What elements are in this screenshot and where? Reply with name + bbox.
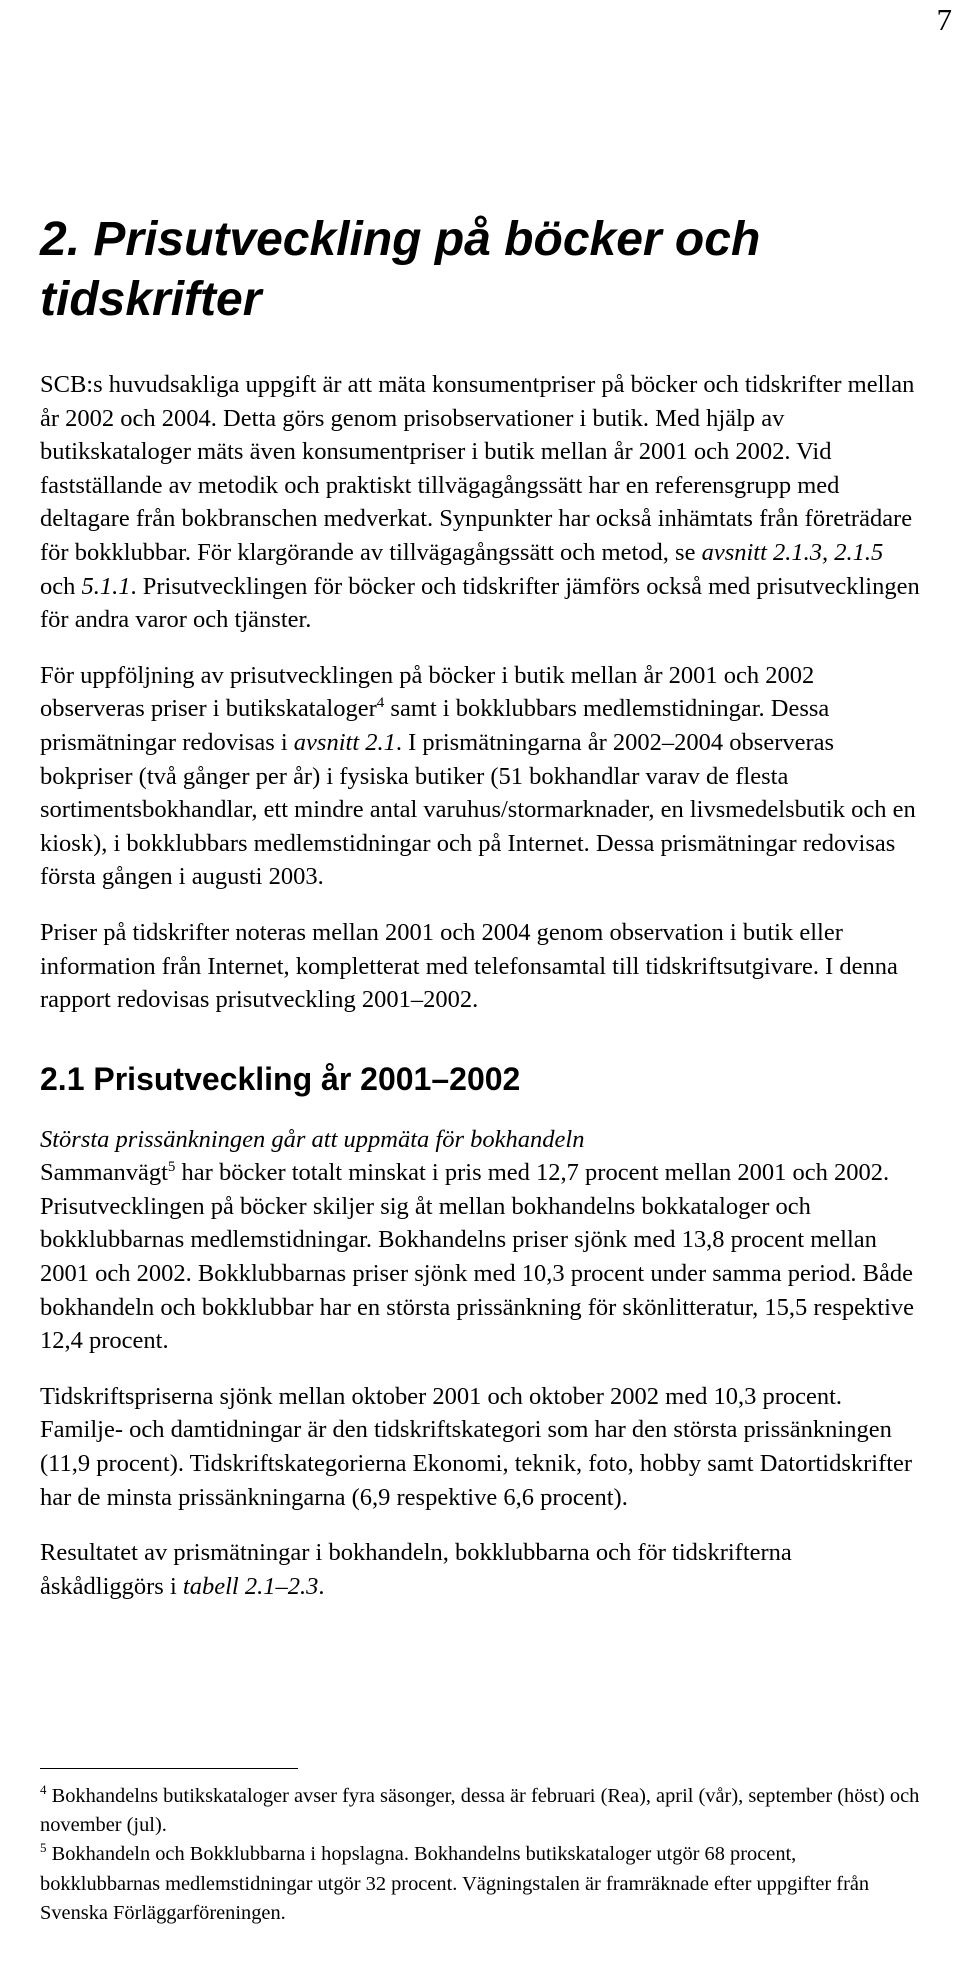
text-run: Sammanvägt — [40, 1159, 168, 1187]
footnote-marker: 4 — [376, 695, 385, 712]
footnote-marker: 5 — [167, 1159, 176, 1176]
section-heading: 2.1 Prisutveckling år 2001–2002 — [40, 1060, 521, 1097]
text-run: Resultatet av prismätningar i bokhandeln, bokklubbarna och för tidskrifterna åskådliggörs i — [40, 1539, 792, 1600]
text-run: För uppföljning av prisutvecklingen på böcker i butik mellan år 2001 och 2002 observeras priser i butikskataloger — [40, 661, 815, 723]
page-number: 7 — [936, 2, 952, 37]
footnote-number: 4 — [40, 1782, 47, 1798]
intro-paragraph-3: Priser på tidskrifter noteras mellan 2001 och 2004 genom observation i butik eller information från Internet, kompletterat med telefonsamtal till tidskriftsutgivare. I denna rapport redovisas prisutveckling 2001–2002. — [40, 918, 898, 1014]
section-paragraph-3 — [40, 1536, 920, 1603]
section-paragraph-1 — [40, 1156, 920, 1358]
intro-paragraph-1 — [40, 368, 920, 637]
text-run: har böcker totalt minskat i pris med 12,7 procent mellan 2001 och 2002. Prisutvecklingen på böcker skiljer sig åt mellan bokhandelns bokkataloger och bokklubbarnas medlemstidningar. Bokhandelns priser sjönk med 13,8 procent mellan 2001 och 2002. Bokklubbarnas priser sjönk med 10,3 procent under samma period. Både bokhandeln och bokklubbar har en största prissänkning för skönlitteratur, 15,5 respektive 12,4 procent. — [40, 1159, 915, 1355]
section-reference: avsnitt 2.1.3, 2.1.5 — [701, 538, 884, 566]
footnote-5 — [40, 1840, 920, 1928]
chapter-title: 2. Prisutveckling på böcker och tidskrifter — [40, 213, 761, 326]
text-run: . I prismätningarna år 2002–2004 observeras bokpriser (två gånger per år) i fysiska butiker (51 bokhandlar varav de flesta sortimentsbokhandlar, ett mindre antal varuhus/stormarknader, en livsmedelsbutik och en kiosk), i bokklubbars medlemstidningar och på Internet. Dessa prismätningar redovisas första gången i augusti 2003. — [40, 728, 916, 891]
text-run: . Prisutvecklingen för böcker och tidskrifter jämförs också med prisutvecklingen för andra varor och tjänster. — [40, 572, 920, 634]
section-paragraph-2: Tidskriftspriserna sjönk mellan oktober 2001 och oktober 2002 med 10,3 procent. Familje- och damtidningar är den tidskriftskategori som har den största prissänkningen (11,9 procent). Tidskriftskategorierna Ekonomi, teknik, foto, hobby samt Datortidskrifter har de minsta prissänkningarna (6,9 respektive 6,6 procent). — [40, 1382, 913, 1511]
footnote-text: Bokhandelns butikskataloger avser fyra säsonger, dessa är februari (Rea), april (vår), september (höst) och november (jul). — [40, 1785, 920, 1837]
section-reference: avsnitt 2.1 — [293, 728, 396, 756]
body-text — [40, 368, 920, 1625]
footnote-4 — [40, 1782, 920, 1840]
footnote-text: Bokhandeln och Bokklubbarna i hopslagna. Bokhandelns butikskataloger utgör 68 procent, bokklubbarnas medlemstidningar utgör 32 procent. Vägningstalen är framräknade efter uppgifter från Svenska Förläggarföreningen. — [40, 1843, 870, 1924]
text-run: och — [40, 572, 82, 600]
footnote-divider — [40, 1768, 298, 1769]
text-run: SCB:s huvudsakliga uppgift är att mäta konsumentpriser på böcker och tidskrifter mellan år 2002 och 2004. Detta görs genom prisobservationer i butik. Med hjälp av butikskataloger mäts även konsumentpriser i butik mellan år 2001 och 2002. Vid fastställande av metodik och praktiskt tillvägagångssätt har en referensgrupp med deltagare från bokbranschen medverkat. Synpunkter har också inhämtats från företrädare för bokklubbar. För klargörande av tillvägagångssätt och metod, se — [40, 371, 915, 566]
section-reference: 5.1.1 — [81, 572, 131, 600]
intro-paragraph-2 — [40, 659, 920, 894]
footnotes — [40, 1782, 920, 1928]
section-subheading: Största prissänkningen går att uppmäta för bokhandeln — [40, 1125, 585, 1153]
footnote-number: 5 — [40, 1840, 47, 1856]
text-run: samt i bokklubbars medlemstidningar. Dessa prismätningar redovisas i — [40, 695, 830, 756]
text-run: . — [318, 1572, 325, 1600]
table-reference: tabell 2.1–2.3 — [182, 1572, 319, 1600]
